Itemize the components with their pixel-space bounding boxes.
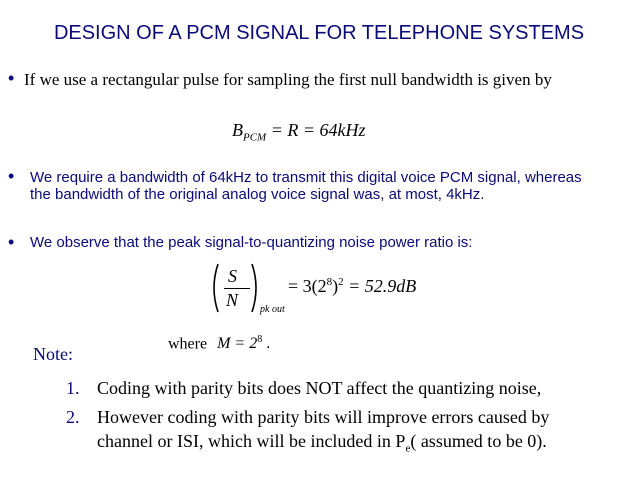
slide-title: DESIGN OF A PCM SIGNAL FOR TELEPHONE SYSTEMS — [53, 22, 585, 44]
where-line — [168, 334, 270, 353]
bullet-icon: • — [8, 166, 15, 186]
where-dot: . — [266, 335, 271, 353]
equation-snr — [208, 262, 458, 324]
fraction-bar — [224, 288, 250, 289]
left-paren-shape — [208, 262, 220, 314]
bullet-text-2-line1: We require a bandwidth of 64kHz to transmit this digital voice PCM signal, whereas — [30, 169, 582, 186]
eq2-rhs — [288, 276, 416, 297]
eq1-rhs: = R = 64kHz — [270, 120, 366, 140]
note-item-2-line2-sub: e — [405, 442, 411, 455]
eq2-rhs-part2: ) — [332, 276, 339, 296]
eq2-rhs-part1: = 3(2 — [288, 276, 327, 296]
bullet-icon: • — [8, 68, 15, 88]
fraction-numerator: S — [228, 266, 237, 286]
bullet-icon: • — [8, 232, 15, 252]
fraction-denominator: N — [226, 290, 239, 310]
note-label: Note: — [33, 344, 73, 364]
equation-bpcm — [232, 120, 366, 144]
note-item-2-line2-pre: channel or ISI, which will be included in P — [97, 431, 406, 451]
eq1-lhs: B — [232, 120, 243, 140]
where-exp: 8 — [257, 334, 263, 345]
note-item-2-line2-post: ( assumed to be 0). — [410, 431, 547, 451]
eq2-rhs-part3: = 52.9dB — [343, 276, 417, 296]
note-item-text-2-line2 — [97, 431, 547, 455]
note-item-text-2-line1: However coding with parity bits will improve errors caused by — [97, 407, 550, 427]
note-item-text-1: Coding with parity bits does NOT affect the quantizing noise, — [97, 378, 542, 398]
eq2-subscript: pk out — [260, 304, 285, 315]
eq2-exp2: 2 — [338, 276, 344, 288]
note-item-number-1: 1. — [66, 378, 80, 398]
bullet-text-2-line2: the bandwidth of the original analog voice signal was, at most, 4kHz. — [30, 186, 485, 203]
bullet-text-3: We observe that the peak signal-to-quantizing noise power ratio is: — [30, 234, 473, 251]
eq2-exp1: 8 — [326, 276, 333, 288]
eq1-lhs-sub: PCM — [243, 131, 267, 144]
where-label: where — [168, 335, 208, 353]
where-expr: M = 2 — [217, 335, 258, 353]
bullet-text-1: If we use a rectangular pulse for sampling the first null bandwidth is given by — [24, 70, 552, 89]
note-item-number-2: 2. — [66, 407, 80, 427]
